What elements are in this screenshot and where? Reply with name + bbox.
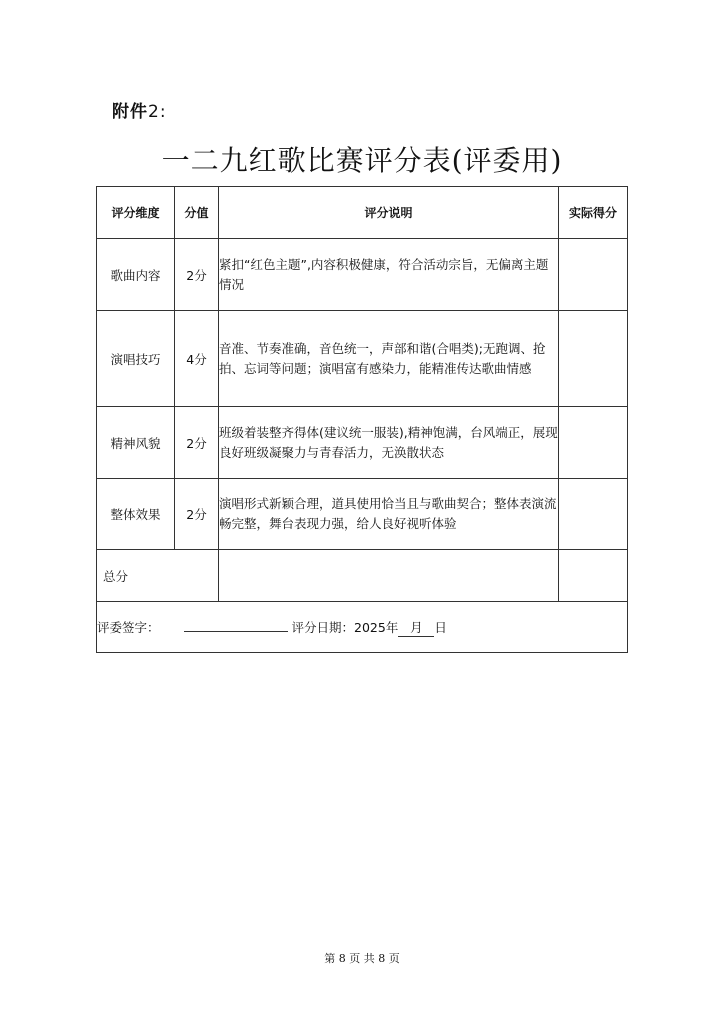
points-cell: 4分 <box>175 311 219 407</box>
signature-cell <box>97 602 628 653</box>
description-cell: 班级着装整齐得体(建议统一服装),精神饱满，台风端正，展现良好班级凝聚力与青春活力，无涣散状态 <box>219 407 559 479</box>
header-actual-score: 实际得分 <box>559 187 628 239</box>
dimension-cell: 整体效果 <box>97 479 175 550</box>
points-cell: 2分 <box>175 407 219 479</box>
header-points: 分值 <box>175 187 219 239</box>
header-description: 评分说明 <box>219 187 559 239</box>
month-blank[interactable]: 月 <box>398 618 434 637</box>
judge-signature-blank[interactable] <box>184 618 288 632</box>
header-row <box>97 187 628 239</box>
description-cell: 紧扣“红色主题”,内容积极健康，符合活动宗旨，无偏离主题情况 <box>219 239 559 311</box>
dimension-cell: 精神风貌 <box>97 407 175 479</box>
table-row <box>97 311 628 407</box>
day-label: 日 <box>434 619 447 635</box>
page-number: 第 8 页 共 8 页 <box>324 952 400 965</box>
page-title: 一二九红歌比赛评分表(评委用) <box>161 144 563 177</box>
description-cell: 音准、节奏准确，音色统一，声部和谐(合唱类);无跑调、抢拍、忘词等问题；演唱富有感染力，能精准传达歌曲情感 <box>219 311 559 407</box>
date-label: 评分日期：2025年 <box>291 619 399 635</box>
attachment-label: 附件2: <box>112 102 167 122</box>
points-cell: 2分 <box>175 479 219 550</box>
description-cell: 演唱形式新颖合理，道具使用恰当且与歌曲契合；整体表演流畅完整，舞台表现力强，给人良好视听体验 <box>219 479 559 550</box>
judge-signature-label: 评委签字： <box>97 619 160 635</box>
score-cell[interactable] <box>559 407 628 479</box>
score-table <box>96 186 628 653</box>
table-row <box>97 479 628 550</box>
total-row <box>97 550 628 602</box>
score-cell[interactable] <box>559 311 628 407</box>
total-description-cell <box>219 550 559 602</box>
total-label: 总分 <box>97 550 219 602</box>
dimension-cell: 歌曲内容 <box>97 239 175 311</box>
score-cell[interactable] <box>559 239 628 311</box>
total-score-cell[interactable] <box>559 550 628 602</box>
points-cell: 2分 <box>175 239 219 311</box>
dimension-cell: 演唱技巧 <box>97 311 175 407</box>
signature-row <box>97 602 628 653</box>
table-row <box>97 239 628 311</box>
score-cell[interactable] <box>559 479 628 550</box>
header-dimension: 评分维度 <box>97 187 175 239</box>
table-row <box>97 407 628 479</box>
